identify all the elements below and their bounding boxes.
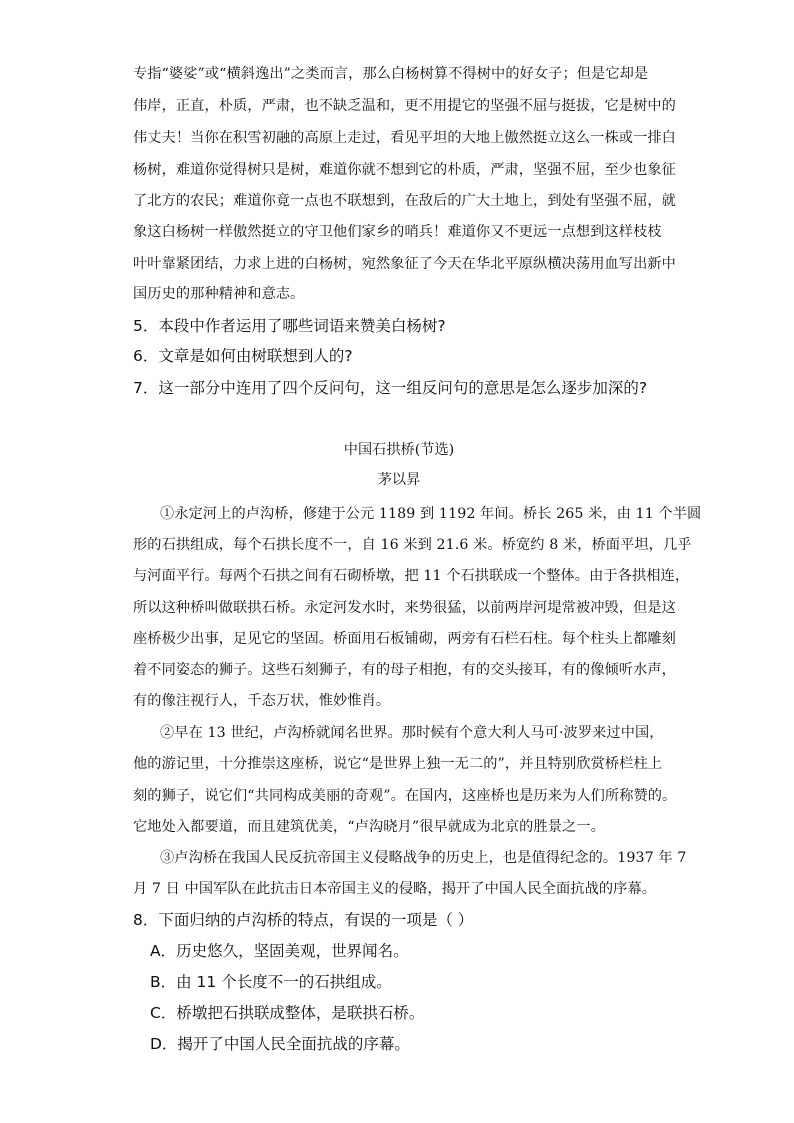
question-6: 6．文章是如何由树联想到人的?	[133, 347, 353, 365]
article-p1-line: 座桥极少出事，足见它的坚固。桥面用石板铺砌，两旁有石栏石柱。每个柱头上都雕刻	[133, 631, 676, 647]
article-p1-line: 形的石拱组成，每个石拱长度不一，自 16 米到 21.6 米。桥宽约 8 米，桥面平坦，几乎	[133, 537, 692, 553]
question-8-stem: 8．下面归纳的卢沟桥的特点，有误的一项是（ ）	[133, 911, 474, 929]
passage-line: 国历史的那种精神和意志。	[133, 286, 305, 302]
question-7: 7．这一部分中连用了四个反问句，这一组反问句的意思是怎么逐步加深的?	[133, 379, 648, 397]
passage-line: 象这白杨树一样傲然挺立的守卫他们家乡的哨兵！难道你又不更远一点想到这样枝枝	[133, 224, 662, 240]
article-p2-line: 刻的狮子，说它们“共同构成美丽的奇观”。在国内，这座桥也是历来为人们所称赞的。	[133, 788, 677, 804]
article-p1-line: 有的像注视行人，千态万状，惟妙惟肖。	[133, 693, 391, 709]
question-5: 5．本段中作者运用了哪些词语来赞美白杨树?	[133, 317, 446, 335]
option-a: A．历史悠久，坚固美观，世界闻名。	[150, 942, 409, 960]
article-p3-line: ③卢沟桥在我国人民反抗帝国主义侵略战争的历史上，也是值得纪念的。1937 年 7	[160, 850, 687, 866]
article-title: 中国石拱桥(节选)	[343, 442, 455, 458]
article-p2-line: ②早在 13 世纪，卢沟桥就闻名世界。那时候有个意大利人马可·波罗来过中国，	[160, 725, 664, 741]
option-d: D．揭开了中国人民全面抗战的序幕。	[150, 1035, 410, 1053]
article-p1-line: 与河面平行。每两个石拱之间有石砌桥墩，把 11 个石拱联成一个整体。由于各拱相连，	[133, 568, 690, 584]
passage-line: 叶叶靠紧团结，力求上进的白杨树，宛然象征了今天在华北平原纵横决荡用血写出新中	[133, 256, 676, 272]
article-p1-line: 着不同姿态的狮子。这些石刻狮子，有的母子相抱，有的交头接耳，有的像倾听水声，	[133, 662, 676, 678]
passage-line: 了北方的农民；难道你竟一点也不联想到，在敌后的广大土地上，到处有坚强不屈，就	[133, 193, 676, 209]
option-b: B．由 11 个长度不一的石拱组成。	[150, 973, 392, 991]
article-author: 茅以昇	[377, 472, 421, 488]
option-c: C．桥墩把石拱联成整体，是联拱石桥。	[150, 1004, 425, 1022]
passage-line: 伟丈夫！当你在积雪初融的高原上走过，看见平坦的大地上傲然挺立这么一株或一排白	[133, 130, 676, 146]
passage-line: 伟岸，正直，朴质，严肃，也不缺乏温和，更不用提它的坚强不屈与挺拔，它是树中的	[133, 98, 676, 114]
article-p1-line: ①永定河上的卢沟桥，修建于公元 1189 到 1192 年间。桥长 265 米，由 11 个半圆	[160, 506, 702, 522]
passage-line: 专指“婆娑”或“横斜逸出”之类而言，那么白杨树算不得树中的好女子；但是它却是	[133, 66, 649, 82]
article-p2-line: 它地处入都要道，而且建筑优美，“卢沟晓月”很早就成为北京的胜景之一。	[133, 819, 605, 835]
article-p3-line: 月 7 日 中国军队在此抗击日本帝国主义的侵略，揭开了中国人民全面抗战的序幕。	[133, 881, 657, 897]
passage-line: 杨树，难道你觉得树只是树，难道你就不想到它的朴质，严肃，坚强不屈，至少也象征	[133, 162, 676, 178]
article-p2-line: 他的游记里，十分推崇这座桥，说它“是世界上独一无二的”，并且特别欣赏桥栏柱上	[133, 756, 663, 772]
article-p1-line: 所以这种桥叫做联拱石桥。永定河发水时，来势很猛，以前两岸河堤常被冲毁，但是这	[133, 600, 676, 616]
